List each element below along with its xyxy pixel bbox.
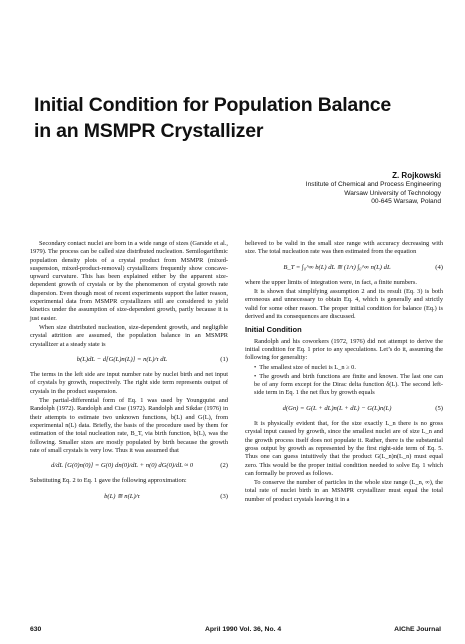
equation-3 xyxy=(30,493,228,501)
paragraph: To conserve the number of particles in the whole size range (L_n, ∞), the total rate of nuclei birth in an MSMPR crystallizer must equal the total number of product crystals leaving it in a xyxy=(245,479,443,503)
equation-2 xyxy=(30,462,228,470)
paragraph: The terms in the left side are input number rate by nuclei birth and net input of crystals by growth, respectively. The right side term represents output of crystals in the product suspension. xyxy=(30,371,228,395)
equation-body: b(L)dL − d[G(L)n(L)] = n(L)/τ dL xyxy=(76,355,168,363)
author-name: Z. Rojkowski xyxy=(392,171,441,180)
equation-body: d/dL [G(0)n(0)] = G(0) dn(0)/dL + n(0) dG(0)/dL ≈ 0 xyxy=(50,462,193,470)
author-block xyxy=(306,170,441,207)
equation-body: d(Gn) = G(L + dL)n(L + dL) − G(L)n(L) xyxy=(282,404,392,412)
paragraph: Randolph and his coworkers (1972, 1976) did not attempt to derive the initial condition for Eq. 1 prior to any speculations. Let’s do it, assuming the following for generality: xyxy=(245,337,443,362)
equation-1 xyxy=(30,356,228,364)
equation-number: (3) xyxy=(220,492,228,500)
right-column xyxy=(245,240,443,505)
equation-number: (4) xyxy=(435,263,443,271)
page-number: 630 xyxy=(30,626,42,633)
equation-body: b(L) ≅ n(L)/τ xyxy=(104,492,140,500)
paragraph: It is shown that simplifying assumption 2 and its result (Eq. 3) is both erroneous and unnecessary to obtain Eq. 4, which is generally and strictly valid for some other reason. The proper initial condition for balance (Eq.) is derived and its consequences are discussed. xyxy=(245,288,443,321)
equation-number: (2) xyxy=(220,462,228,470)
title-line-2: in an MSMPR Crystallizer xyxy=(34,120,264,142)
author-affiliation-1: Institute of Chemical and Process Engineering xyxy=(305,181,441,188)
issue-info: April 1990 Vol. 36, No. 4 xyxy=(205,626,282,633)
author-affiliation-2: Warsaw University of Technology xyxy=(344,189,441,197)
paragraph: Secondary contact nuclei are born in a wide range of sizes (Garside et al., 1979). The process can be called size distributed nucleation. Semilogarithmic population density plots of a crystal product from MSMPR (mixed-suspension, mixed-product-removal) crystallizers frequently show concave-upward curvature. This has been explained either by the apparent size-dependent growth of crystals or by the phenomenon of crystal growth rate dispersion. Even though most of recent experiments support the latter reason, experimental data from MSMPR crystallizers still are considered to yield kinetics under the assumption of size-dependent growth, partly because it is just easier. xyxy=(30,240,228,322)
bullet-item xyxy=(245,364,443,372)
equation-body: B_T = ∫₀^∞ b(L) dL ≅ (1/τ) ∫₀^∞ n(L) dL xyxy=(283,263,391,271)
paragraph: believed to be valid in the small size range with accuracy decreasing with size. The total nucleation rate was then estimated from the equation xyxy=(245,240,443,256)
paragraph: The partial-differential form of Eq. 1 was used by Youngquist and Randolph (1972). Randolph and Cise (1972). Randolph and Sikdar (1976) in their attempts to estimate two unknown functions, b(L) and G(L), from experimental n(L) data. Briefly, the basis of the procedure used by them for estimation of the total nucleation rate, B_T, via birth function, b(L), was the following. Smaller sizes are mostly populated by birth because the growth rate of small crystals is very low. Thus it was assumed that xyxy=(30,397,228,454)
equation-5 xyxy=(245,405,443,413)
paragraph: It is physically evident that, for the size exactly L_n there is no gross crystal input caused by growth, since the smallest nuclei are of size L_n and the growth process itself does not populate it. Rather, there is the substantial gross output by growth as represented by the first right-side term of Eq. 5. Thus one can guess intuitively that the product G(L_n)n(L_n) must equal zero. This would be the proper initial condition needed to solve Eq. 1 which can formally be proved as follows. xyxy=(245,420,443,477)
paragraph: where the upper limits of integration were, in fact, a finite numbers. xyxy=(245,278,417,286)
paragraph: When size distributed nucleation, size-dependent growth, and negligible crystal attrition are assumed, the population balance in an MSMPR crystallizer at a steady state is xyxy=(30,323,228,348)
bullet-icon: • xyxy=(254,372,257,380)
equation-number: (5) xyxy=(435,404,443,412)
title-line-1: Initial Condition for Population Balance xyxy=(34,94,392,116)
equation-number: (1) xyxy=(220,355,228,363)
section-heading: Initial Condition xyxy=(245,325,302,335)
journal-name: AIChE Journal xyxy=(394,626,441,633)
bullet-icon: • xyxy=(254,363,257,371)
bullet-item xyxy=(245,373,443,398)
paragraph: Substituting Eq. 2 to Eq. 1 gave the following approximation: xyxy=(30,477,187,485)
left-column xyxy=(30,240,228,508)
author-affiliation-3: 00-645 Warsaw, Poland xyxy=(371,198,441,206)
equation-4 xyxy=(245,264,443,272)
page-title xyxy=(34,92,454,144)
bullet-text: The growth and birth functions are finite and known. The last one can be of any form except for the Dirac delta function δ(L). The second left-side term in Eq. 1 the net flux by growth equals xyxy=(254,372,443,397)
bullet-text: The smallest size of nuclei is L_n ≥ 0. xyxy=(259,363,356,371)
